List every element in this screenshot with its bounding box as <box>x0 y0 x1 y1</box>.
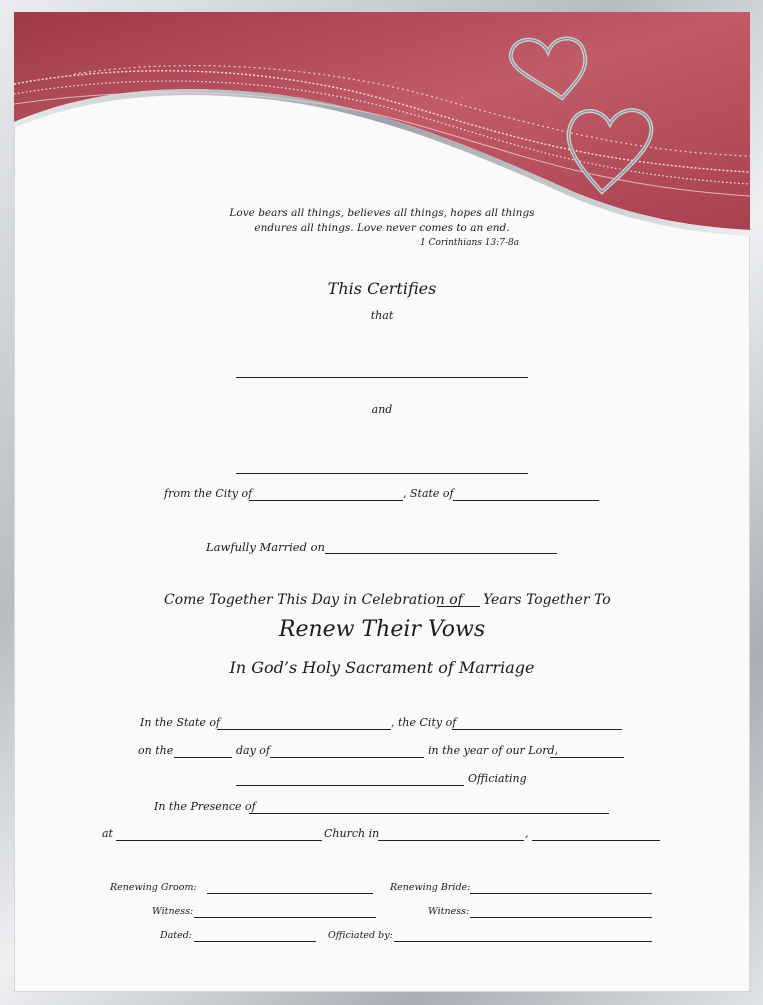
married-on-line[interactable] <box>325 553 557 554</box>
celebration-text-before: Come Together This Day in Celebration of <box>164 592 463 608</box>
bride-signature-line[interactable] <box>470 893 652 894</box>
renewing-bride-label: Renewing Bride: <box>390 882 471 893</box>
verse-line-2: endures all things. Love never comes to an end. <box>254 222 510 234</box>
renew-vows-headline: Renew Their Vows <box>278 617 486 642</box>
renewing-groom-label: Renewing Groom: <box>110 882 197 893</box>
from-city-label: from the City of <box>164 487 253 500</box>
married-on-label: Lawfully Married on <box>206 540 325 554</box>
on-the-label: on the <box>138 744 174 757</box>
and-label: and <box>371 403 393 416</box>
day-of-label: day of <box>236 744 271 757</box>
from-city-line[interactable] <box>249 500 403 501</box>
presence-of-label: In the Presence of <box>154 800 256 813</box>
month-line[interactable] <box>270 757 424 758</box>
officiated-by-label: Officiated by: <box>328 930 393 941</box>
state-of-label: , State of <box>403 487 454 500</box>
witness-right-line[interactable] <box>470 917 652 918</box>
certificate-title: This Certifies <box>327 279 437 298</box>
year-of-lord-label: in the year of our Lord, <box>428 744 559 757</box>
groom-signature-line[interactable] <box>207 893 373 894</box>
dated-label: Dated: <box>160 930 193 941</box>
verse-line-1: Love bears all things, believes all things, hopes all things <box>229 207 535 219</box>
dated-line[interactable] <box>194 941 316 942</box>
that-label: that <box>370 309 394 322</box>
sacrament-subheadline: In God’s Holy Sacrament of Marriage <box>229 658 535 677</box>
church-state-line[interactable] <box>532 840 660 841</box>
state-line[interactable] <box>453 500 599 501</box>
the-city-label: , the City of <box>391 716 457 729</box>
officiated-by-line[interactable] <box>394 941 652 942</box>
church-city-line[interactable] <box>378 840 524 841</box>
in-state-label: In the State of <box>140 716 221 729</box>
comma-label: , <box>525 827 529 840</box>
at-label: at <box>102 827 113 840</box>
years-line[interactable] <box>437 606 480 607</box>
ceremony-state-line[interactable] <box>217 729 391 730</box>
witness-right-label: Witness: <box>428 906 470 917</box>
witness-left-label: Witness: <box>152 906 194 917</box>
officiant-line[interactable] <box>236 785 464 786</box>
church-name-line[interactable] <box>116 840 322 841</box>
verse-reference: 1 Corinthians 13:7-8a <box>420 238 520 248</box>
certificate-paper <box>14 12 750 992</box>
church-in-label: Church in <box>324 827 380 840</box>
ceremony-city-line[interactable] <box>452 729 622 730</box>
officiating-label: Officiating <box>468 772 527 785</box>
name-line-1[interactable] <box>236 377 528 378</box>
celebration-text-after: Years Together To <box>483 592 611 608</box>
name-line-2[interactable] <box>236 473 528 474</box>
witness-left-line[interactable] <box>194 917 376 918</box>
presence-line[interactable] <box>249 813 609 814</box>
day-number-line[interactable] <box>174 757 232 758</box>
year-line[interactable] <box>550 757 624 758</box>
